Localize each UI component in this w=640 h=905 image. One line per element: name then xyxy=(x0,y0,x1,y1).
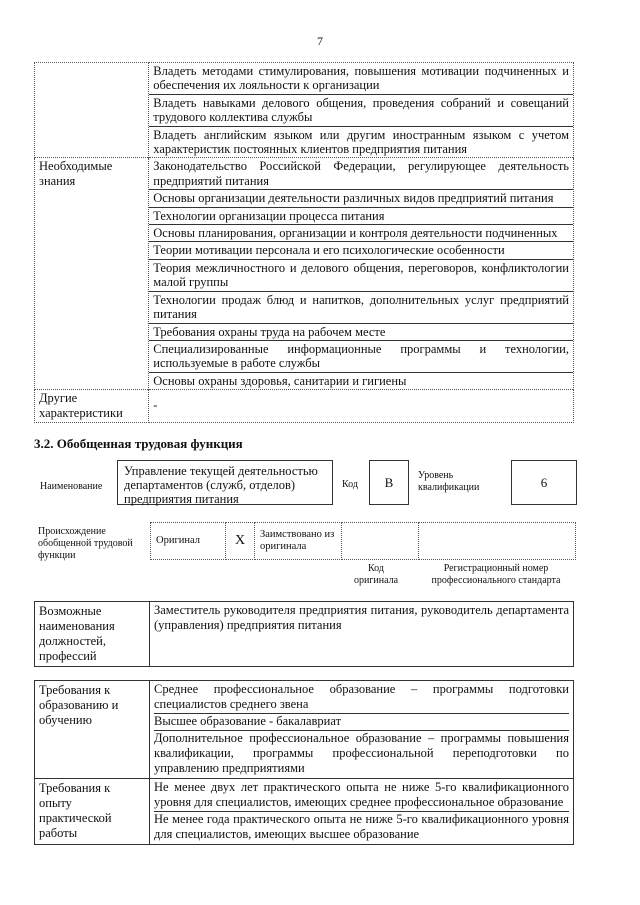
education-item: Дополнительное профессиональное образование – программы повышения квалификации, программы профессиональной переподготовки по управлению предприятиями xyxy=(154,731,569,775)
knowledge-label: Необходимые знания xyxy=(35,158,149,390)
skills-knowledge-table xyxy=(34,62,574,423)
knowledge-cell xyxy=(149,158,574,390)
level-value-box: 6 xyxy=(511,460,577,505)
knowledge-item: Технологии продаж блюд и напитков, дополнительных услуг предприятий питания xyxy=(149,292,573,324)
code-label: Код xyxy=(342,479,358,490)
original-label: Оригинал xyxy=(151,523,226,560)
original-mark: X xyxy=(226,523,255,560)
positions-label: Возможные наименования должностей, профессий xyxy=(35,602,150,667)
code-value-box: B xyxy=(369,460,409,505)
requirements-table xyxy=(34,680,574,845)
knowledge-item: Теории мотивации персонала и его психологические особенности xyxy=(149,242,573,259)
experience-item: Не менее двух лет практического опыта не ниже 5-го квалификационного уровня для специалистов, имеющих среднее профессиональное образование xyxy=(154,780,569,812)
knowledge-item: Законодательство Российской Федерации, регулирующее деятельность предприятий питания xyxy=(149,158,573,190)
education-item: Среднее профессиональное образование – программы подготовки специалистов среднего звена xyxy=(154,682,569,714)
original-code-cell xyxy=(342,523,419,560)
reg-number-cell xyxy=(419,523,576,560)
empty-label-cell xyxy=(35,63,149,158)
skill-item: Владеть методами стимулирования, повышения мотивации подчиненных и обеспечения их лояльности к организации xyxy=(149,63,573,95)
skills-cell xyxy=(149,63,574,158)
knowledge-item: Теория межличностного и делового общения, переговоров, конфликтологии малой группы xyxy=(149,260,573,292)
education-item: Высшее образование - бакалавриат xyxy=(154,714,569,731)
page-number: 7 xyxy=(317,34,323,48)
knowledge-item: Основы охраны здоровья, санитарии и гигиены xyxy=(153,373,407,388)
reg-caption: Регистрационный номер профессионального стандарта xyxy=(431,563,561,586)
name-value-box: Управление текущей деятельностью департаментов (служб, отделов) предприятия питания xyxy=(117,460,333,505)
other-label: Другие характеристики xyxy=(35,390,149,423)
code-caption: Код оригинала xyxy=(353,563,399,586)
knowledge-item: Основы организации деятельности различных видов предприятий питания xyxy=(149,190,573,207)
section-title: 3.2. Обобщенная трудовая функция xyxy=(34,436,243,451)
education-cell xyxy=(150,681,574,779)
origin-label: Происхождение обобщенной трудовой функции xyxy=(38,526,133,561)
knowledge-item: Требования охраны труда на рабочем месте xyxy=(149,324,573,341)
level-label: Уровень квалификации xyxy=(418,470,480,493)
name-label: Наименование xyxy=(40,481,103,492)
education-label: Требования к образованию и обучению xyxy=(35,681,150,779)
experience-item: Не менее года практического опыта не ниже 5-го квалификационного уровня для специалистов, имеющих высшее образование xyxy=(154,812,569,841)
knowledge-item: Специализированные информационные программы и технологии, используемые в работе службы xyxy=(149,341,573,373)
experience-label: Требования к опыту практической работы xyxy=(35,779,150,845)
knowledge-item: Технологии организации процесса питания xyxy=(149,208,573,225)
positions-table xyxy=(34,601,574,667)
borrowed-label: Заимствовано из оригинала xyxy=(255,523,342,560)
origin-table xyxy=(150,522,576,560)
positions-value: Заместитель руководителя предприятия питания, руководитель департамента (управления) предприятия питания xyxy=(150,602,574,667)
skill-item: Владеть английским языком или другим иностранным языком с учетом характеристик постоянных клиентов предприятия питания xyxy=(153,127,569,157)
skill-item: Владеть навыками делового общения, проведения собраний и совещаний трудового коллектива службы xyxy=(149,95,573,127)
experience-cell xyxy=(150,779,574,845)
other-cell xyxy=(149,390,574,423)
other-value: - xyxy=(153,398,158,413)
knowledge-item: Основы планирования, организации и контроля деятельности подчиненных xyxy=(149,225,573,242)
